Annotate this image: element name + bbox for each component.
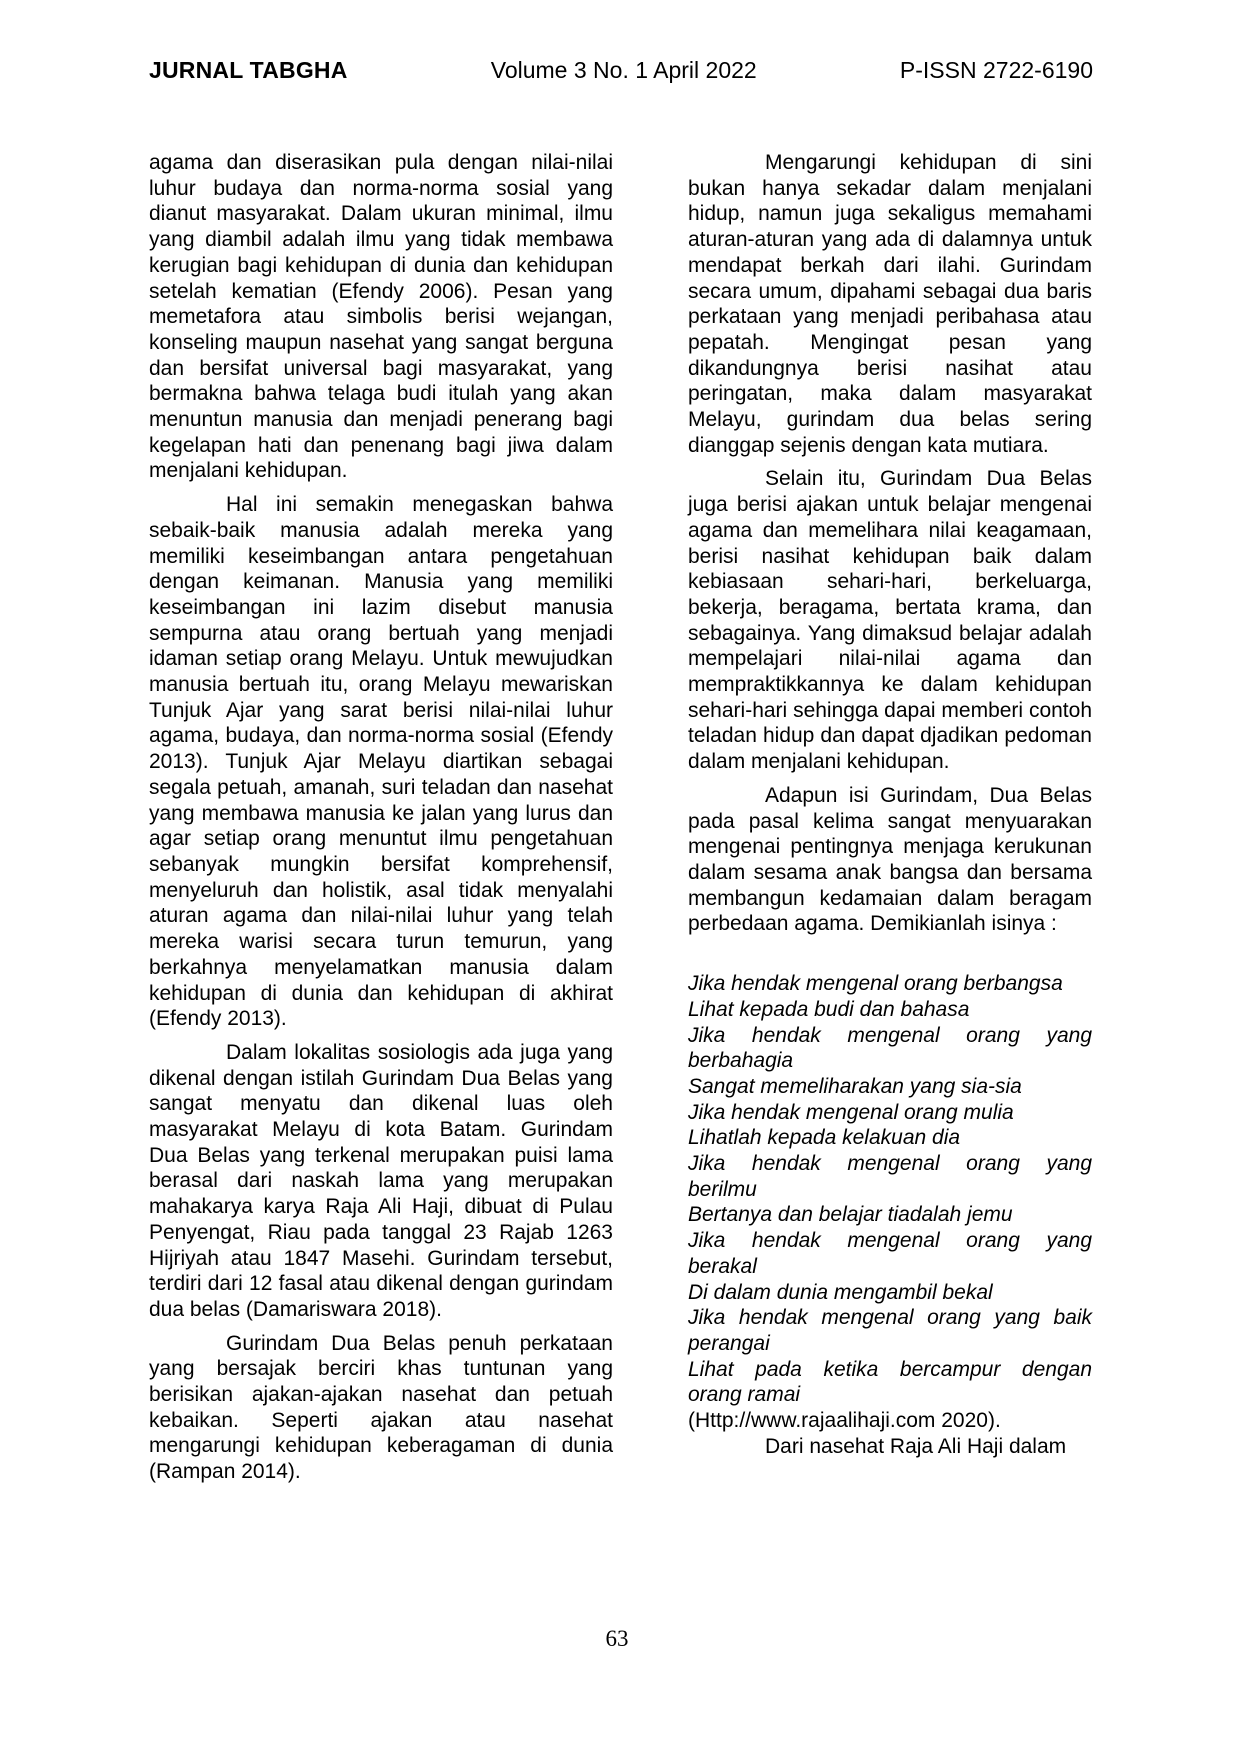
paragraph: Selain itu, Gurindam Dua Belas juga berisi ajakan untuk belajar mengenai agama dan memelihara nilai keagamaan, berisi nasihat kehidupan baik dalam kebiasaan sehari-hari, berkeluarga, bekerja, beragama, bertata krama, dan sebagainya. Yang dimaksud belajar adalah mempelajari nilai-nilai agama dan mempraktikkannya ke dalam kehidupan sehari-hari sehingga dapai memberi contoh teladan hidup dan dapat djadikan pedoman dalam menjalani kehidupan.	[688, 467, 1092, 774]
paragraph: Mengarungi kehidupan di sini bukan hanya sekadar dalam menjalani hidup, namun juga sekaligus memahami aturan-aturan yang ada di dalamnya untuk mendapat berkah dari ilahi. Gurindam secara umum, dipahami sebagai dua baris perkataan yang menjadi peribahasa atau pepatah. Mengingat pesan yang dikandungnya berisi nasihat atau peringatan, maka dalam masyarakat Melayu, gurindam dua belas sering dianggap sejenis dengan kata mutiara.	[688, 151, 1092, 457]
verse-line: Jika hendak mengenal orang mulia	[688, 1100, 1014, 1124]
verse-line: Bertanya dan belajar tiadalah jemu	[688, 1203, 1013, 1227]
paragraph: Adapun isi Gurindam, Dua Belas pada pasal kelima sangat menyuarakan mengenai pentingnya menjaga kerukunan dalam sesama anak bangsa dan bersama membangun kedamaian dalam beragam perbedaan agama. Demikianlah isinya :	[688, 783, 1092, 936]
verse-line: Di dalam dunia mengambil bekal	[688, 1280, 993, 1304]
left-column	[149, 150, 613, 1493]
right-column	[688, 150, 1092, 1459]
verse-line: Jika hendak mengenal orang berbangsa	[688, 972, 1063, 996]
verse-line: Dari nasehat Raja Ali Haji dalam	[765, 1434, 1067, 1458]
paragraph: Hal ini semakin menegaskan bahwa sebaik-baik manusia adalah mereka yang memiliki keseimbangan antara pengetahuan dengan keimanan. Manusia yang memiliki keseimbangan ini lazim disebut manusia sempurna atau orang bertuah yang menjadi idaman setiap orang Melayu. Untuk mewujudkan manusia bertuah itu, orang Melayu mewariskan Tunjuk Ajar yang sarat berisi nilai-nilai luhur agama, budaya, dan norma-norma sosial (Efendy 2013). Tunjuk Ajar Melayu diartikan sebagai segala petuah, amanah, suri teladan dan nasehat yang membawa manusia ke jalan yang lurus dan agar setiap orang menuntut ilmu pengetahuan sebanyak mungkin bersifat komprehensif, menyeluruh dan holistik, asal tidak menyalahi aturan agama dan nilai-nilai luhur yang telah mereka warisi secara turun temurun, yang berkahnya menyelamatkan manusia dalam kehidupan di dunia dan kehidupan di akhirat (Efendy 2013).	[149, 493, 613, 1031]
issn-label: P-ISSN 2722-6190	[899, 57, 1093, 83]
verse-line: (Http://www.rajaalihaji.com 2020).	[688, 1409, 1001, 1433]
page-footer	[0, 1625, 1234, 1652]
verse-line: Lihat kepada budi dan bahasa	[688, 997, 970, 1021]
verse-line: Lihatlah kepada kelakuan dia	[688, 1126, 961, 1150]
verse-line: Jika hendak mengenal orang yang	[688, 1229, 1092, 1253]
verse-line: berbahagia	[688, 1049, 794, 1073]
verse-line: perangai	[688, 1331, 770, 1355]
verse-line: Jika hendak mengenal orang yang	[688, 1023, 1092, 1047]
verse-line: Jika hendak mengenal orang yang	[688, 1152, 1092, 1176]
verse-line: berakal	[688, 1254, 757, 1278]
verse-line: Jika hendak mengenal orang yang baik	[688, 1306, 1092, 1330]
paragraph: Dalam lokalitas sosiologis ada juga yang dikenal dengan istilah Gurindam Dua Belas yang sangat menyatu dan dikenal luas oleh masyarakat Melayu di kota Batam. Gurindam Dua Belas yang terkenal merupakan puisi lama berasal dari naskah lama yang merupakan mahakarya karya Raja Ali Haji, dibuat di Pulau Penyengat, Riau pada tanggal 23 Rajab 1263 Hijriyah atau 1847 Masehi. Gurindam tersebut, terdiri dari 12 fasal atau dikenal dengan gurindam dua belas (Damariswara 2018).	[149, 1040, 613, 1321]
verse-line: Lihat pada ketika bercampur dengan	[688, 1357, 1092, 1381]
journal-title: JURNAL TABGHA	[149, 57, 348, 83]
paragraph: agama dan diserasikan pula dengan nilai-nilai luhur budaya dan norma-norma sosial yang dianut masyarakat. Dalam ukuran minimal, ilmu yang diambil adalah ilmu yang tidak membawa kerugian bagi kehidupan di dunia dan kehidupan setelah kematian (Efendy 2006). Pesan yang memetafora atau simbolis berisi wejangan, konseling maupun nasehat yang sangat berguna dan bersifat universal bagi masyarakat, yang bermakna bahwa telaga budi itulah yang akan menuntun manusia dan menjadi penerang bagi kegelapan hati dan penenang bagi jiwa dalam menjalani kehidupan.	[149, 151, 613, 483]
page-number: 63	[605, 1626, 629, 1651]
verse-block	[688, 971, 1092, 1459]
verse-line: orang ramai	[688, 1383, 801, 1407]
verse-line: berilmu	[688, 1177, 757, 1201]
page-header	[149, 57, 1093, 84]
verse-line: Sangat memeliharakan yang sia-sia	[688, 1074, 1022, 1098]
verse-spacer	[688, 945, 1092, 971]
right-column-paragraphs	[688, 150, 1092, 937]
paragraph: Gurindam Dua Belas penuh perkataan yang bersajak berciri khas tuntunan yang berisikan ajakan-ajakan nasehat dan petuah kebaikan. Seperti ajakan atau nasehat mengarungi kehidupan keberagaman di dunia (Rampan 2014).	[149, 1331, 613, 1484]
volume-info: Volume 3 No. 1 April 2022	[490, 57, 757, 83]
